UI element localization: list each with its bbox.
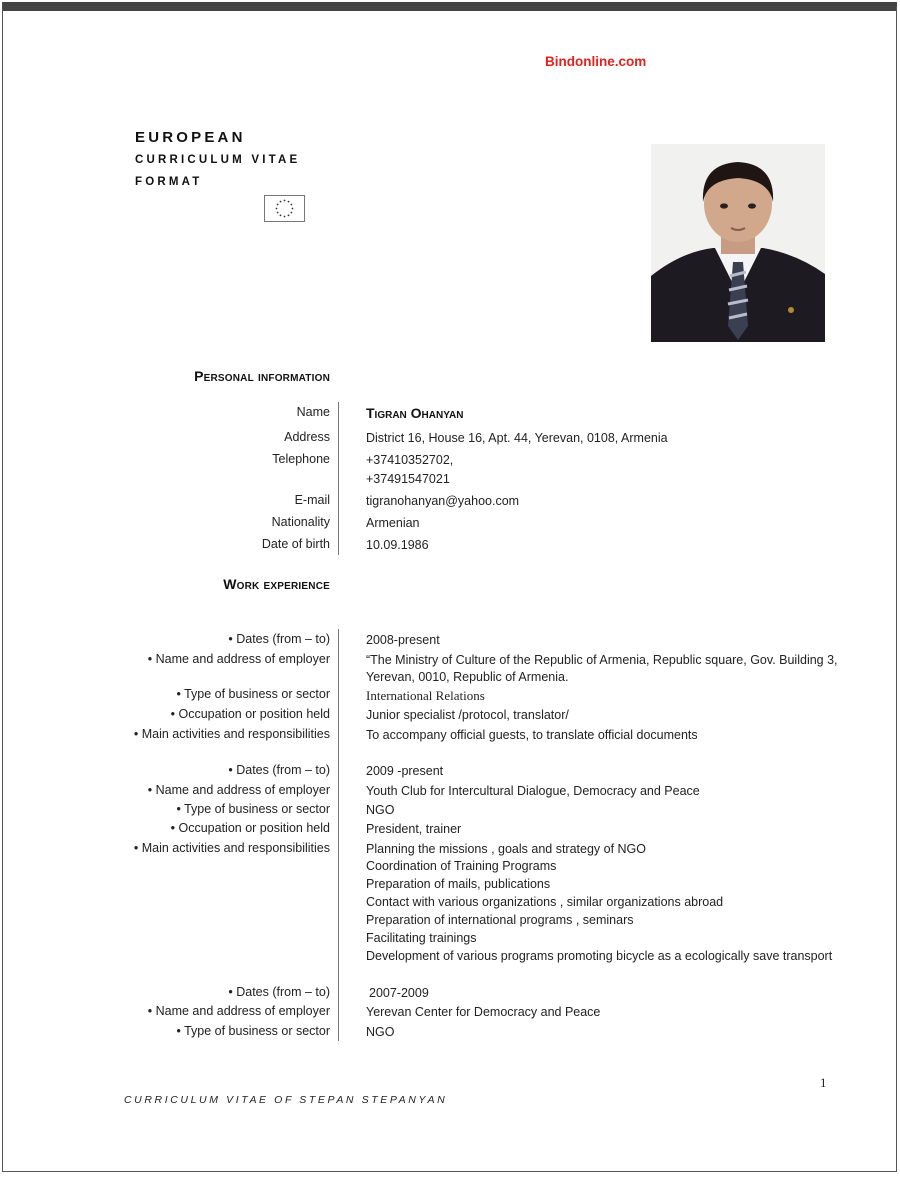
job-2-position: President, trainer	[366, 822, 462, 836]
job-2-activity-5: Preparation of international programs , seminars	[366, 913, 634, 927]
header-line-2: CURRICULUM VITAE	[135, 154, 301, 166]
row-nationality	[0, 515, 900, 535]
job-1-sector: International Relations	[366, 688, 485, 703]
job-2-activity-7: Development of various programs promoting bicycle as a ecologically save transport	[366, 949, 833, 963]
page-number: 1	[820, 1075, 827, 1090]
watermark: Bindonline.com	[545, 54, 647, 69]
label-sector: • Type of business or sector	[176, 802, 330, 816]
label-activities: • Main activities and responsibilities	[133, 841, 330, 855]
label-sector: • Type of business or sector	[176, 687, 330, 701]
label-employer: • Name and address of employer	[147, 1004, 330, 1018]
label-employer: • Name and address of employer	[147, 652, 330, 666]
row-address	[0, 430, 900, 450]
job-1-employer-row	[0, 652, 900, 686]
label-email: E-mail	[294, 493, 330, 507]
job-2-dates: 2009 -present	[366, 764, 444, 778]
job-3-sector: NGO	[366, 1025, 395, 1039]
label-dates: • Dates (from – to)	[228, 632, 330, 646]
job-2-employer: Youth Club for Intercultural Dialogue, Democracy and Peace	[366, 784, 700, 798]
job-1-activities-row	[0, 727, 900, 747]
label-date-of-birth: Date of birth	[261, 537, 330, 551]
job-1-activity: To accompany official guests, to translate official documents	[366, 728, 698, 742]
header-line-3: FORMAT	[135, 176, 203, 188]
label-name: Name	[296, 405, 330, 419]
job-2-activity-2: Coordination of Training Programs	[366, 859, 557, 873]
job-3-employer-row	[0, 1004, 900, 1024]
value-date-of-birth: 10.09.1986	[366, 538, 429, 552]
job-2-position-row	[0, 821, 900, 841]
job-1-dates-row	[0, 632, 900, 652]
label-sector: • Type of business or sector	[176, 1024, 330, 1038]
label-position: • Occupation or position held	[170, 821, 330, 835]
job-3-dates: 2007-2009	[369, 986, 429, 1000]
job-1-sector-row	[0, 687, 900, 707]
job-1-position-row	[0, 707, 900, 727]
value-name: Tigran Ohanyan	[366, 405, 464, 421]
job-2-activity-6: Facilitating trainings	[366, 931, 477, 945]
header-line-1: EUROPEAN	[135, 129, 246, 146]
job-1-position: Junior specialist /protocol, translator/	[366, 708, 569, 722]
label-telephone: Telephone	[272, 452, 330, 466]
job-2-sector-row	[0, 802, 900, 822]
value-email: tigranohanyan@yahoo.com	[366, 494, 520, 508]
job-2-activity-row-3	[0, 876, 900, 896]
value-telephone-2: +37491547021	[366, 472, 450, 486]
job-2-activity-1: Planning the missions , goals and strategy of NGO	[366, 842, 647, 856]
job-3-sector-row	[0, 1024, 900, 1044]
section-title-work: Work experience	[223, 576, 330, 592]
label-employer: • Name and address of employer	[147, 783, 330, 797]
job-2-employer-row	[0, 783, 900, 803]
label-dates: • Dates (from – to)	[228, 985, 330, 999]
label-nationality: Nationality	[271, 515, 330, 529]
row-email	[0, 493, 900, 513]
label-address: Address	[284, 430, 330, 444]
job-2-activity-row-6	[0, 930, 900, 950]
value-address: District 16, House 16, Apt. 44, Yerevan, 0108, Armenia	[366, 431, 668, 445]
job-2-activity-4: Contact with various organizations , similar organizations abroad	[366, 895, 724, 909]
job-1-dates: 2008-present	[366, 633, 440, 647]
section-title-personal: Personal information	[194, 368, 330, 384]
job-2-activity-row-4	[0, 894, 900, 914]
label-activities: • Main activities and responsibilities	[133, 727, 330, 741]
row-telephone-2	[0, 471, 900, 491]
row-name	[0, 405, 900, 425]
job-2-dates-row	[0, 763, 900, 783]
value-telephone-1: +37410352702,	[366, 453, 454, 467]
value-nationality: Armenian	[366, 516, 420, 530]
job-2-activity-row-2	[0, 858, 900, 878]
job-2-sector: NGO	[366, 803, 395, 817]
job-1-employer: “The Ministry of Culture of the Republic of Armenia, Republic square, Gov. Building 3, Yerevan, 0010, Republic of Armenia.	[366, 653, 838, 684]
cv-format-header	[135, 127, 300, 193]
job-2-activity-3: Preparation of mails, publications	[366, 877, 551, 891]
row-date-of-birth	[0, 537, 900, 557]
job-2-activity-row-5	[0, 912, 900, 932]
profile-photo	[651, 144, 825, 342]
row-telephone	[0, 452, 900, 472]
job-3-dates-row	[0, 985, 900, 1005]
label-dates: • Dates (from – to)	[228, 763, 330, 777]
eu-flag-icon	[264, 195, 305, 222]
job-3-employer: Yerevan Center for Democracy and Peace	[366, 1005, 601, 1019]
label-position: • Occupation or position held	[170, 707, 330, 721]
job-2-activity-row-7	[0, 948, 900, 968]
footer-text: CURRICULUM VITAE OF STEPAN STEPANYAN	[124, 1094, 448, 1106]
